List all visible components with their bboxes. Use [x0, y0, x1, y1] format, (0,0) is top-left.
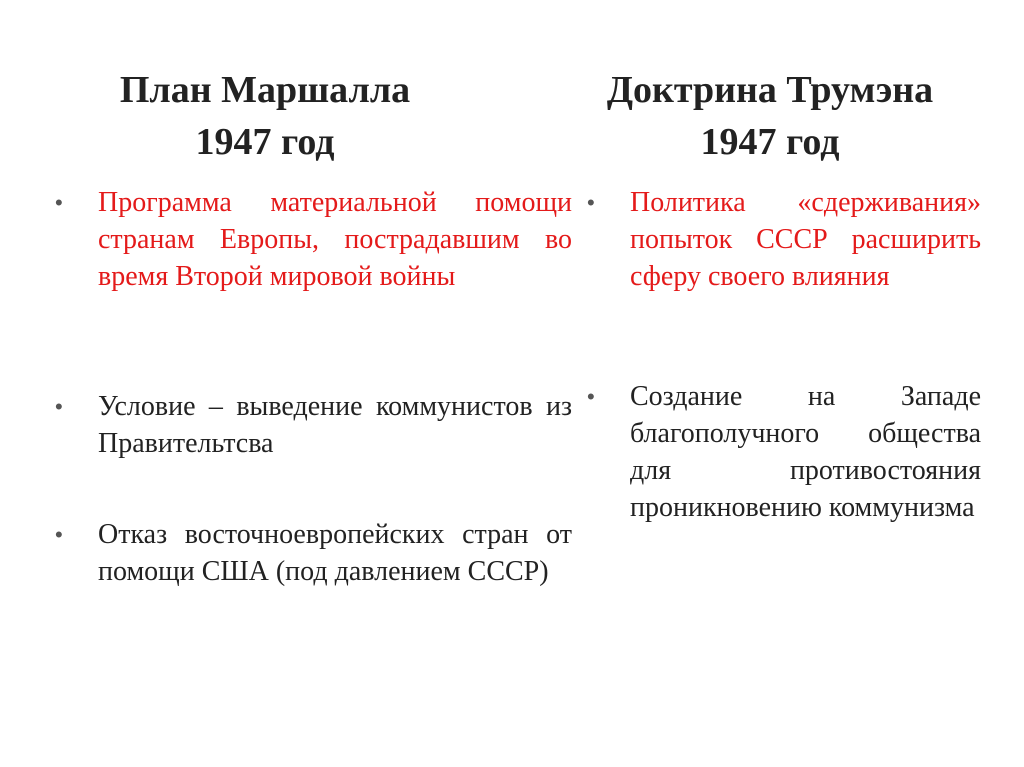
- list-item: [55, 388, 572, 462]
- truman-item-text: Создание на Западе благополучного общества для противостояния проникновению коммунизма: [630, 381, 981, 523]
- truman-doctrine-heading: [540, 64, 1000, 168]
- marshall-item-text: Отказ восточноевропейских стран от помощи США (под давлением СССР): [98, 519, 572, 587]
- truman-doctrine-year: 1947 год: [700, 121, 840, 163]
- marshall-plan-title: План Маршалла: [119, 69, 411, 111]
- marshall-item-text: Программа материальной помощи странам Европы, пострадавшим во время Второй мировой войны: [98, 187, 572, 292]
- list-item: [55, 516, 572, 590]
- truman-item-text: Политика «сдерживания» попыток СССР расширить сферу своего влияния: [630, 187, 981, 292]
- bullet-icon: •: [55, 394, 63, 419]
- list-item: [55, 184, 572, 295]
- marshall-item-text: Условие – выведение коммунистов из Правительтсва: [98, 391, 572, 459]
- bullet-icon: •: [587, 384, 595, 409]
- list-item: [587, 184, 981, 295]
- bullet-icon: •: [587, 190, 595, 215]
- list-item: [587, 378, 981, 526]
- truman-doctrine-title: Доктрина Трумэна: [606, 69, 934, 111]
- marshall-plan-heading: [40, 64, 490, 168]
- bullet-icon: •: [55, 522, 63, 547]
- marshall-plan-year: 1947 год: [195, 121, 335, 163]
- bullet-icon: •: [55, 190, 63, 215]
